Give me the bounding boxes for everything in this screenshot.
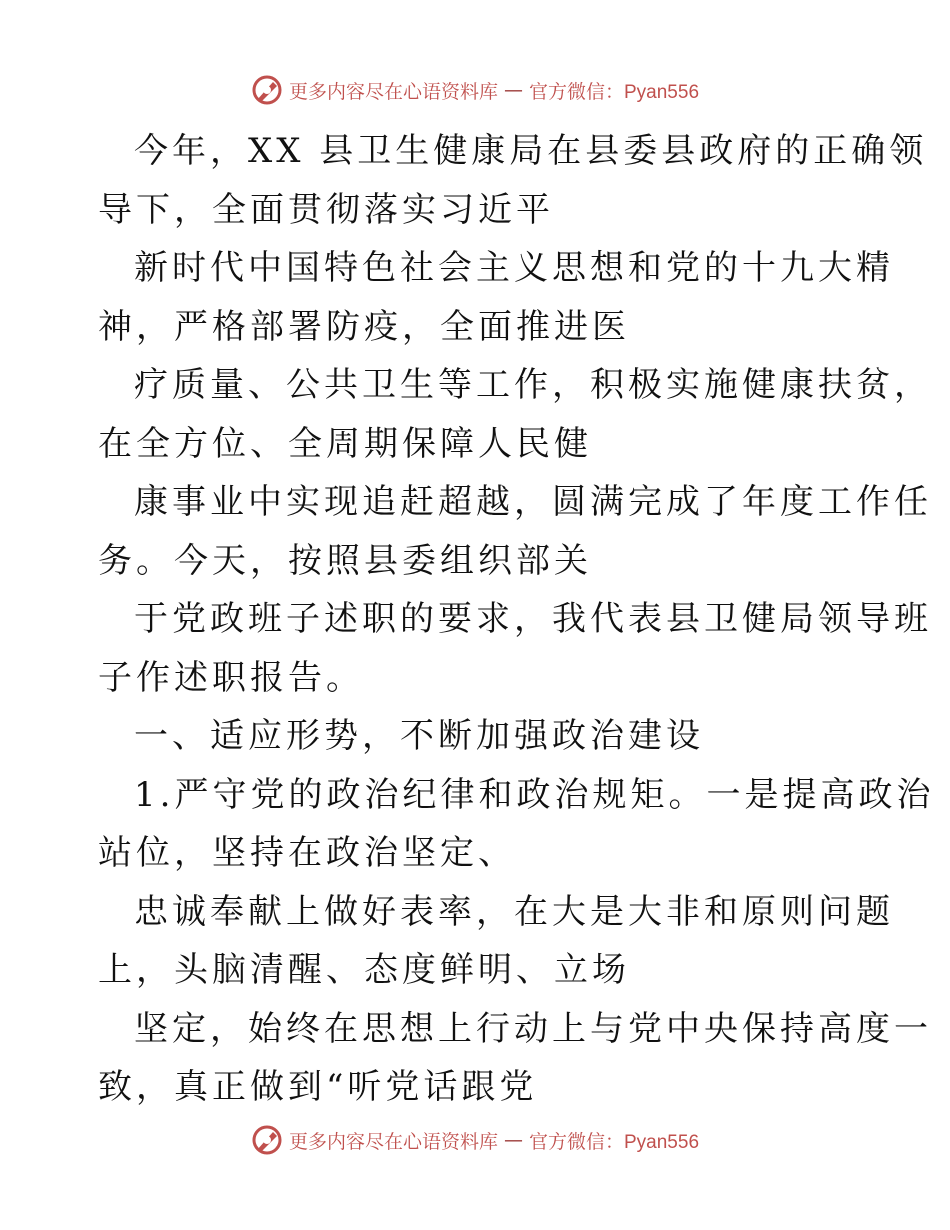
watermark-text: 更多内容尽在心语资料库 — [288, 1130, 498, 1153]
body-line: 致，真正做到“听党话跟党 — [98, 1067, 538, 1107]
body-line: 坚定，始终在思想上行动上与党中央保持高度一 — [134, 1008, 932, 1049]
body-line: 疗质量、公共卫生等工作，积极实施健康扶贫， — [134, 365, 932, 405]
body-line: 务。今天，按照县委组织部关 — [98, 540, 592, 581]
document-body — [98, 122, 935, 1117]
pen-seal-logo-icon — [251, 74, 283, 106]
watermark-text: 更多内容尽在心语资料库 — [288, 80, 498, 103]
body-line: 于党政班子述职的要求，我代表县卫健局领导班 — [134, 599, 932, 639]
body-line: 1.严守党的政治纪律和政治规矩。一是提高政治 — [134, 774, 935, 815]
watermark-separator: — — [504, 79, 523, 101]
body-line: 新时代中国特色社会主义思想和党的十九大精 — [134, 248, 894, 288]
header-watermark — [0, 74, 950, 106]
watermark-contact: 官方微信：Pyan556 — [529, 81, 700, 103]
body-line: 神，严格部署防疫，全面推进医 — [98, 306, 630, 347]
body-line: 在全方位、全周期保障人民健 — [98, 423, 592, 464]
pen-seal-logo-icon — [251, 1124, 283, 1156]
footer-watermark — [0, 1124, 950, 1156]
watermark-separator: — — [504, 1129, 523, 1151]
body-line: 站位，坚持在政治坚定、 — [98, 833, 516, 873]
body-line: 子作述职报告。 — [98, 657, 364, 698]
body-line: 今年，XX 县卫生健康局在县委县政府的正确领 — [134, 131, 928, 171]
body-line: 康事业中实现追赶超越，圆满完成了年度工作任 — [134, 482, 932, 522]
body-line: 上，头脑清醒、态度鲜明、立场 — [98, 950, 630, 990]
body-line: 忠诚奉献上做好表率，在大是大非和原则问题 — [134, 891, 894, 932]
body-line: 导下，全面贯彻落实习近平 — [98, 189, 554, 230]
section-heading: 一、适应形势，不断加强政治建设 — [134, 716, 704, 756]
watermark-contact: 官方微信：Pyan556 — [529, 1131, 700, 1153]
